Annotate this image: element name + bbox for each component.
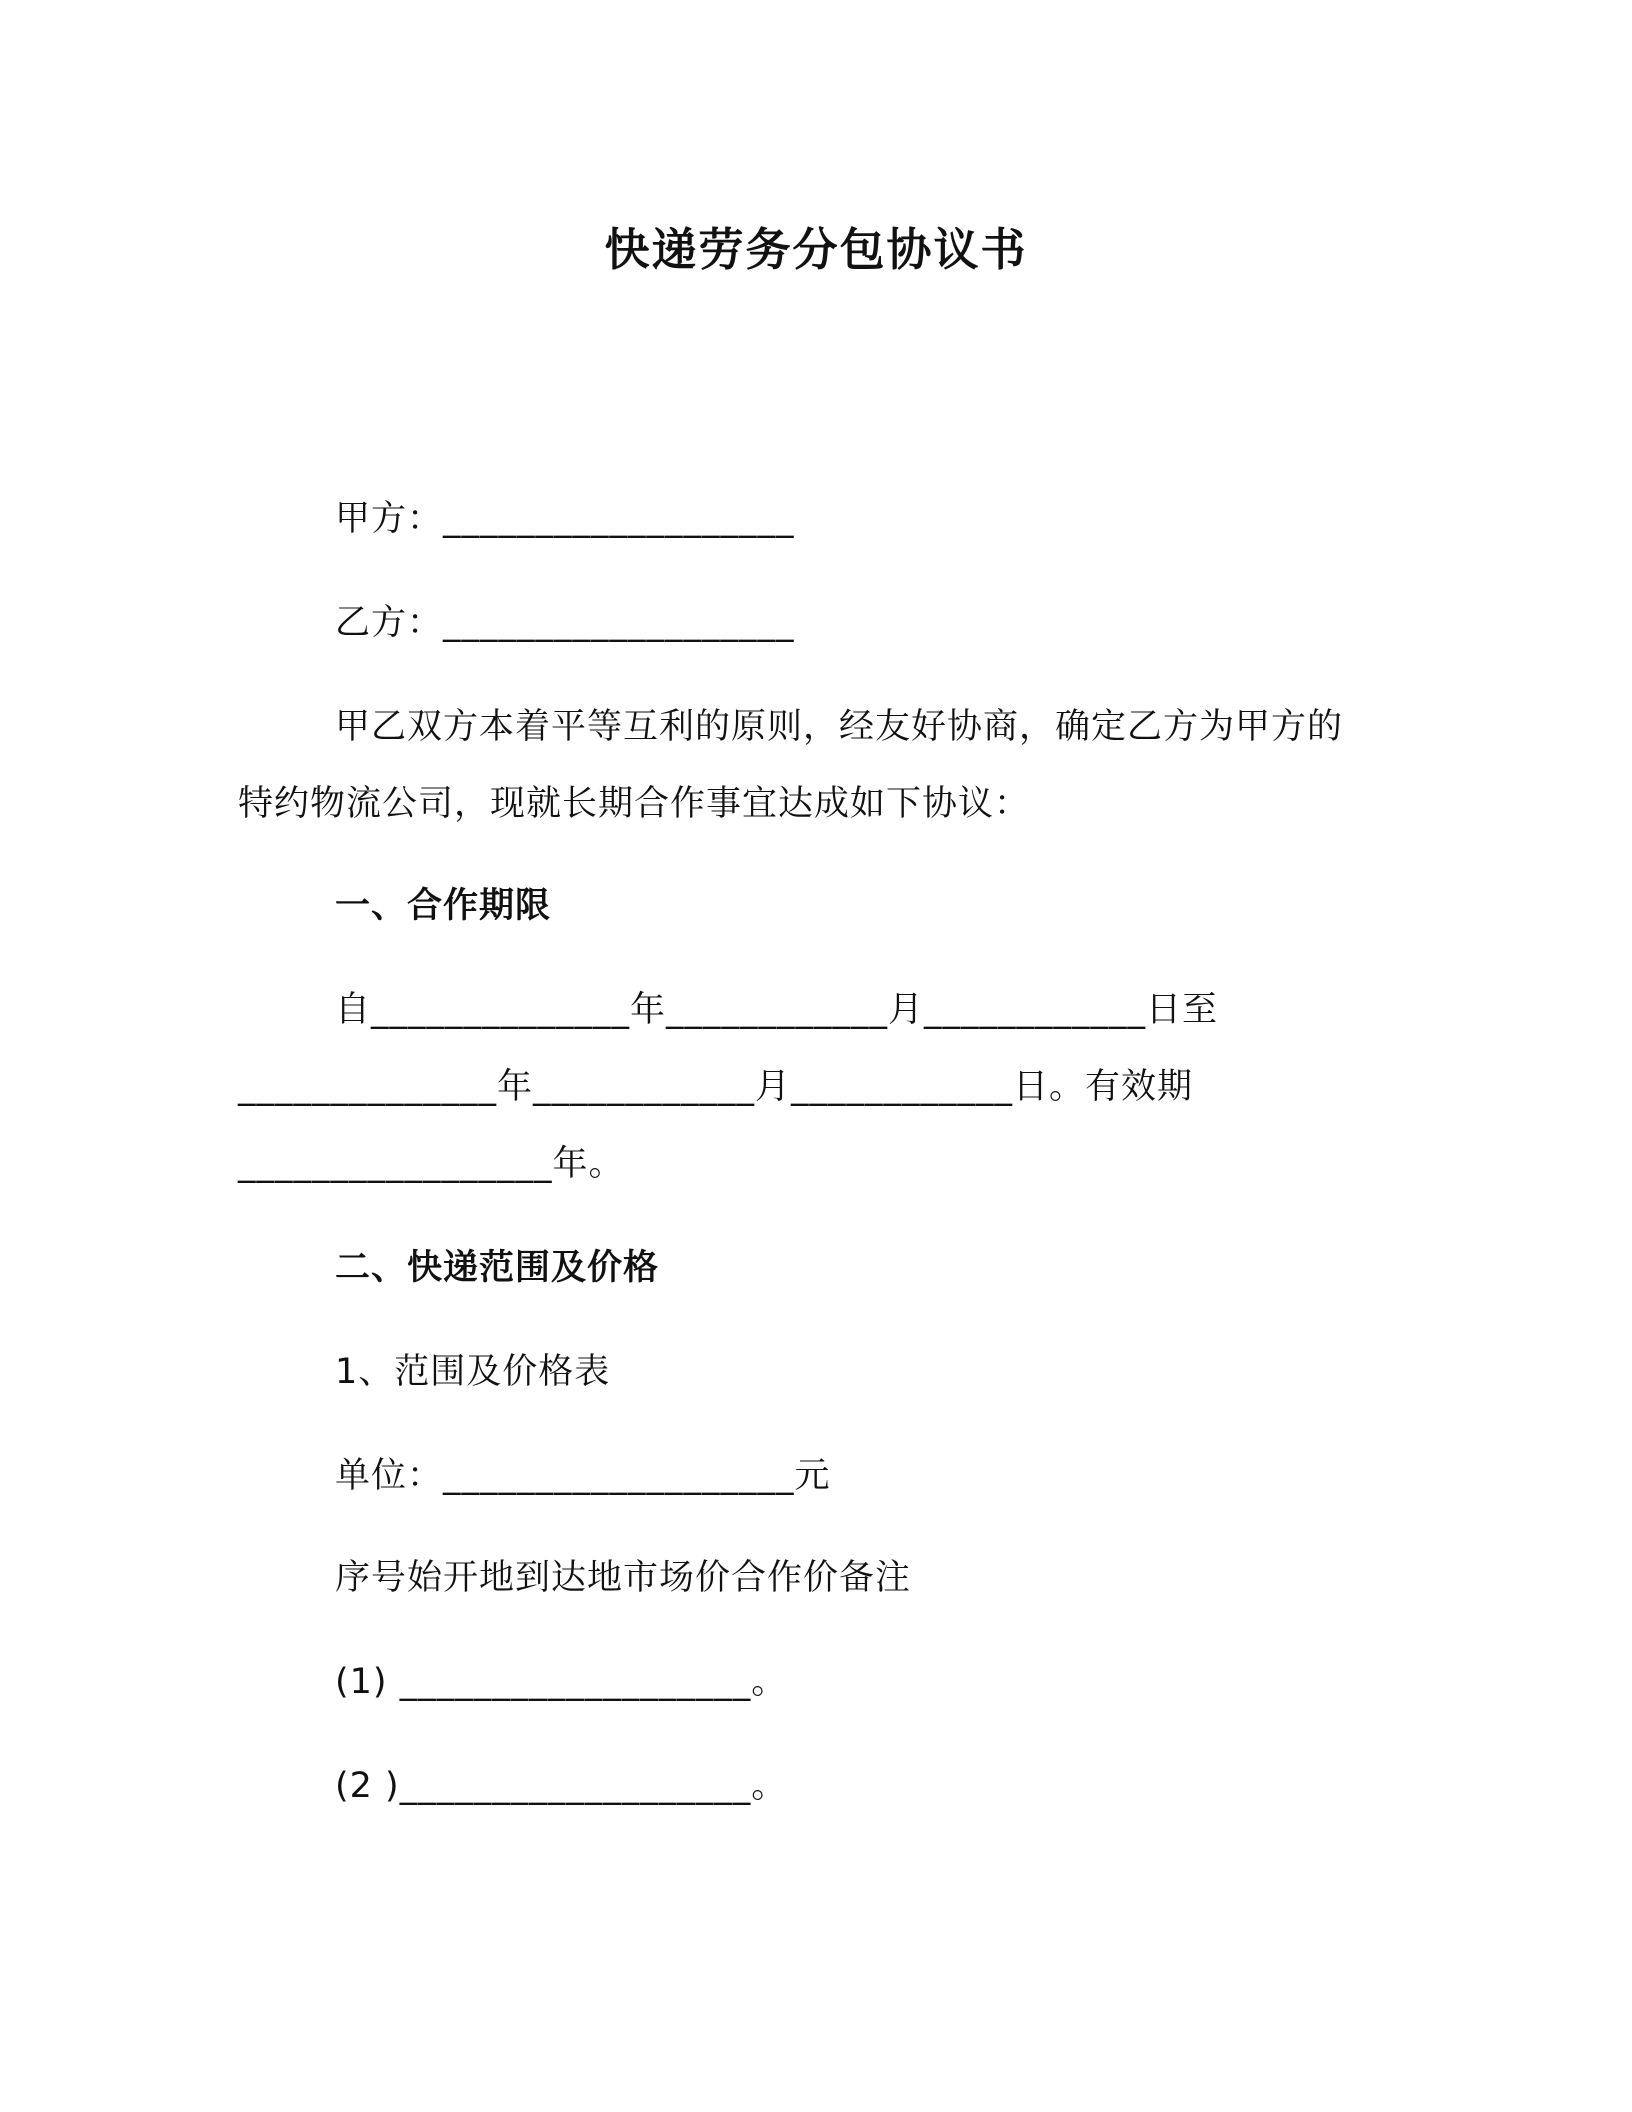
item-2-line: (2 )___________________。 xyxy=(335,1766,788,1806)
section-2-heading: 二、快递范围及价格 xyxy=(335,1248,660,1288)
party-a-line: 甲方：___________________ xyxy=(335,499,795,539)
section-1-heading: 一、合作期限 xyxy=(335,886,552,926)
term-line-2: ______________年____________月____________日。有效期 xyxy=(238,1067,1194,1107)
item-1-line: (1) ___________________。 xyxy=(335,1662,788,1702)
term-line-1: 自______________年____________月____________日至 xyxy=(335,990,1219,1030)
intro-paragraph-line-2: 特约物流公司，现就长期合作事宜达成如下协议： xyxy=(238,784,1031,824)
unit-line: 单位：___________________元 xyxy=(335,1456,831,1496)
intro-paragraph-line-1: 甲乙双方本着平等互利的原则，经友好协商，确定乙方为甲方的 xyxy=(335,707,1344,747)
table-header-line: 序号始开地到达地市场价合作价备注 xyxy=(335,1558,912,1598)
document-title: 快递劳务分包协议书 xyxy=(604,223,1028,276)
party-b-line: 乙方：___________________ xyxy=(335,603,795,643)
subsection-1-heading: 1、范围及价格表 xyxy=(335,1352,611,1392)
term-line-3: _________________年。 xyxy=(238,1144,625,1184)
